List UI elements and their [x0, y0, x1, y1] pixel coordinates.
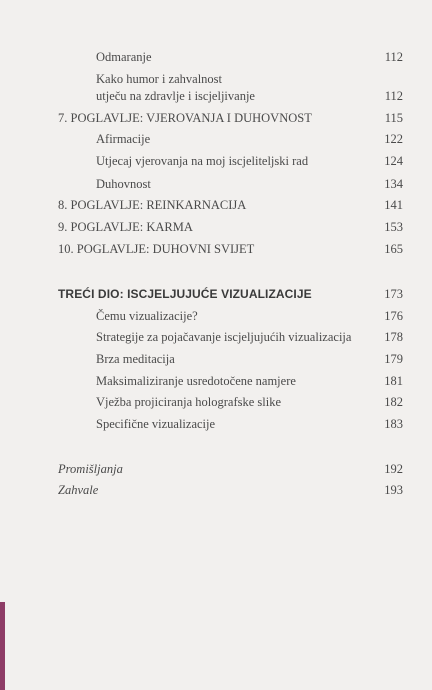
toc-backmatter-title: Zahvale: [58, 483, 99, 497]
toc-entry-title: Odmaranje: [96, 50, 152, 64]
toc-entry-page: 124: [384, 154, 403, 168]
toc-entry-page: 193: [384, 483, 403, 497]
toc-entry-title: Maksimaliziranje usredotočene namjere: [96, 374, 296, 388]
toc-entry-page: 192: [384, 462, 403, 476]
toc-entry-page: 112: [384, 50, 403, 64]
toc-entry-page: 141: [384, 198, 403, 212]
toc-entry-page: 179: [384, 352, 403, 366]
toc-chapter-title: 9. POGLAVLJE: KARMA: [58, 220, 193, 234]
toc-entry-page: 153: [384, 220, 403, 234]
toc-entry-page: 176: [384, 309, 403, 323]
toc-entry-page: 134: [384, 177, 403, 191]
toc-entry-page: 122: [384, 132, 403, 146]
toc-chapter-title: 8. POGLAVLJE: REINKARNACIJA: [58, 198, 247, 212]
toc-chapter-title: 10. POGLAVLJE: DUHOVNI SVIJET: [58, 242, 255, 256]
toc-entry-title-line1: Kako humor i zahvalnost: [96, 72, 223, 86]
toc-entry-title: Čemu vizualizacije?: [96, 309, 198, 323]
toc-backmatter-title: Promišljanja: [58, 462, 123, 476]
toc-entry-page: 183: [384, 417, 403, 431]
toc-entry-page: 165: [384, 242, 403, 256]
toc-entry-page: 173: [384, 287, 403, 301]
toc-entry-title: Afirmacije: [96, 132, 151, 146]
toc-entry-title: Utjecaj vjerovanja na moj iscjeliteljski rad: [96, 154, 309, 168]
toc-entry: [0, 71, 432, 103]
toc-entry-title: Vježba projiciranja holografske slike: [96, 395, 281, 409]
toc-entry-page: 115: [384, 111, 403, 125]
toc-entry-page: 178: [384, 330, 403, 344]
toc-part-title: TREĆI DIO: ISCJELJUJUĆE VIZUALIZACIJE: [58, 287, 312, 301]
toc-entry-page: 181: [384, 374, 403, 388]
toc-entry-title: Brza meditacija: [96, 352, 175, 366]
toc-entry-title-line2: utječu na zdravlje i iscjeljivanje: [96, 89, 255, 103]
toc-chapter-title: 7. POGLAVLJE: VJEROVANJA I DUHOVNOST: [58, 111, 312, 125]
toc-entry-page: 182: [384, 395, 403, 409]
toc-entry-title: Strategije za pojačavanje iscjeljujućih vizualizacija: [96, 330, 352, 344]
toc-entry-title: Specifične vizualizacije: [96, 417, 216, 431]
toc-entry-title: Duhovnost: [96, 177, 151, 191]
toc-entry-page: 112: [384, 89, 403, 103]
